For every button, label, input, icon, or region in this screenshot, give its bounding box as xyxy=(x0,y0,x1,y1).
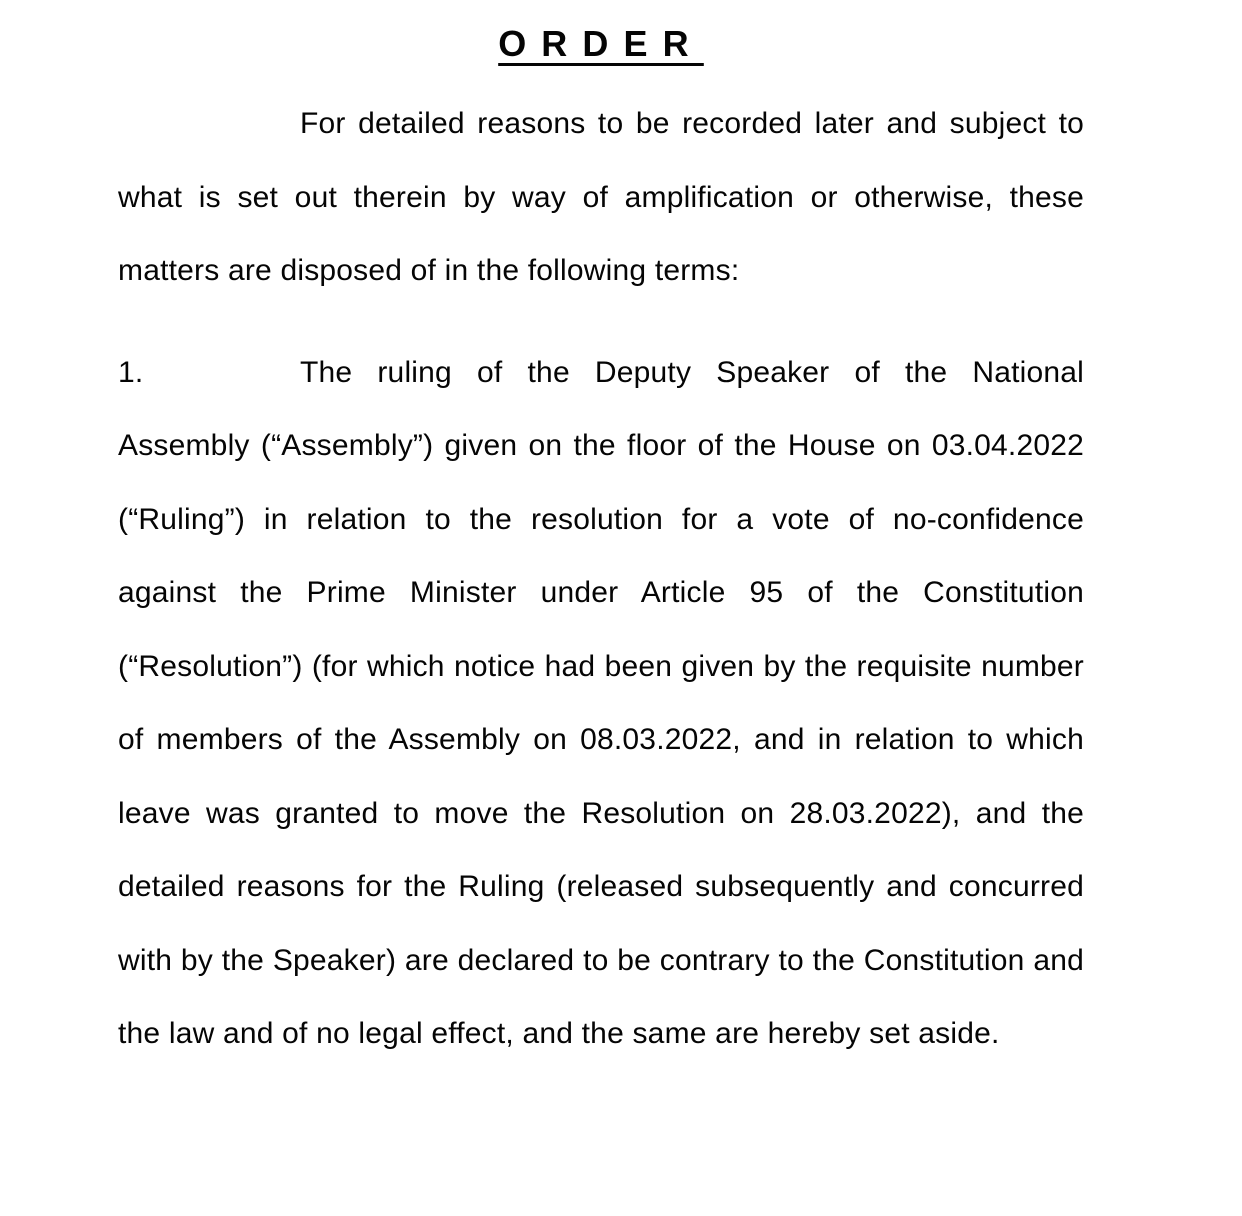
numbered-paragraph-1 xyxy=(118,336,1084,1071)
order-heading xyxy=(118,22,1084,65)
intro-paragraph: For detailed reasons to be recorded later and subject to what is set out therein by way of amplification or otherwise, these matters are disposed of in the following terms: xyxy=(118,107,1084,288)
order-heading-text: ORDER xyxy=(498,23,704,64)
paragraph-number: 1. xyxy=(118,355,144,389)
document-content xyxy=(118,0,1084,1071)
paragraph-text: The ruling of the Deputy Speaker of the National Assembly (“Assembly”) given on the floor of the House on 03.04.2022 (“Ruling”) in relation to the resolution for a vote of no-confidence against the Prime Minister under Article 95 of the Constitution (“Resolution”) (for which notice had been given by the requisite number of members of the Assembly on 08.03.2022, and in relation to which leave was granted to move the Resolution on 28.03.2022), and the detailed reasons for the Ruling (released subsequently and concurred with by the Speaker) are declared to be contrary to the Constitution and the law and of no legal effect, and the same are hereby set aside. xyxy=(118,355,1084,1051)
